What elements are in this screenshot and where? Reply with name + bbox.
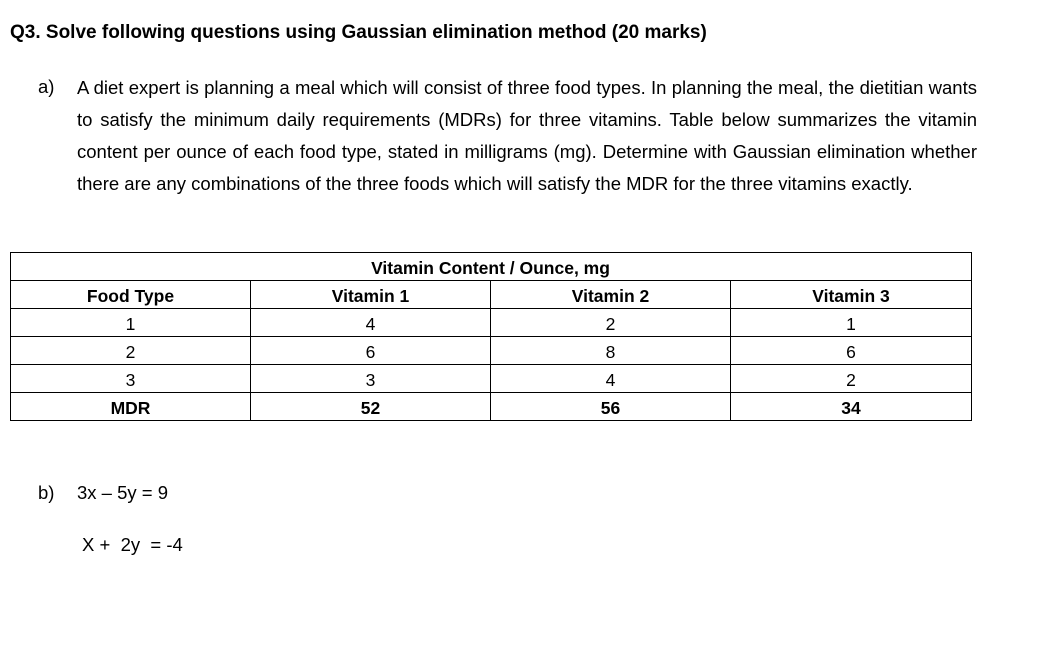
table-cell: 3 [251, 365, 491, 393]
table-row [11, 337, 972, 365]
table-cell: 1 [11, 309, 251, 337]
question-title: Q3. Solve following questions using Gaussian elimination method (20 marks) [10, 22, 707, 43]
part-b-equation-2: X + 2y = -4 [82, 534, 183, 555]
table-group-header-row [11, 253, 972, 281]
column-header-food-type: Food Type [11, 281, 251, 309]
mdr-value-cell: 56 [491, 393, 731, 421]
table-mdr-row [11, 393, 972, 421]
table-group-header: Vitamin Content / Ounce, mg [251, 253, 731, 281]
table-cell: 6 [731, 337, 972, 365]
vitamin-table [10, 252, 972, 421]
table-cell: 4 [491, 365, 731, 393]
table-row [11, 365, 972, 393]
table-cell: 3 [11, 365, 251, 393]
table-header-blank-cell [731, 253, 972, 281]
table-cell: 1 [731, 309, 972, 337]
part-b-marker: b) [38, 482, 55, 503]
part-a-marker: a) [38, 76, 55, 97]
table-cell: 2 [491, 309, 731, 337]
table-cell: 2 [731, 365, 972, 393]
column-header-vitamin-1: Vitamin 1 [251, 281, 491, 309]
part-a-text: A diet expert is planning a meal which will consist of three food types. In planning the meal, the dietitian wants to satisfy the minimum daily requirements (MDRs) for three vitamins. Table below summarizes the vitamin content per ounce of each food type, stated in milligrams (mg). Determine with Gaussian elimination whether there are any combinations of the three foods which will satisfy the MDR for the three vitamins exactly. [77, 77, 977, 194]
column-header-vitamin-2: Vitamin 2 [491, 281, 731, 309]
mdr-value-cell: 52 [251, 393, 491, 421]
mdr-value-cell: 34 [731, 393, 972, 421]
mdr-label-cell: MDR [11, 393, 251, 421]
table-cell: 6 [251, 337, 491, 365]
table-column-header-row [11, 281, 972, 309]
table-row [11, 309, 972, 337]
table-cell: 8 [491, 337, 731, 365]
part-b-equation-1: 3x – 5y = 9 [77, 482, 169, 503]
table-cell: 2 [11, 337, 251, 365]
column-header-vitamin-3: Vitamin 3 [731, 281, 972, 309]
table-cell: 4 [251, 309, 491, 337]
table-header-blank-cell [11, 253, 251, 281]
